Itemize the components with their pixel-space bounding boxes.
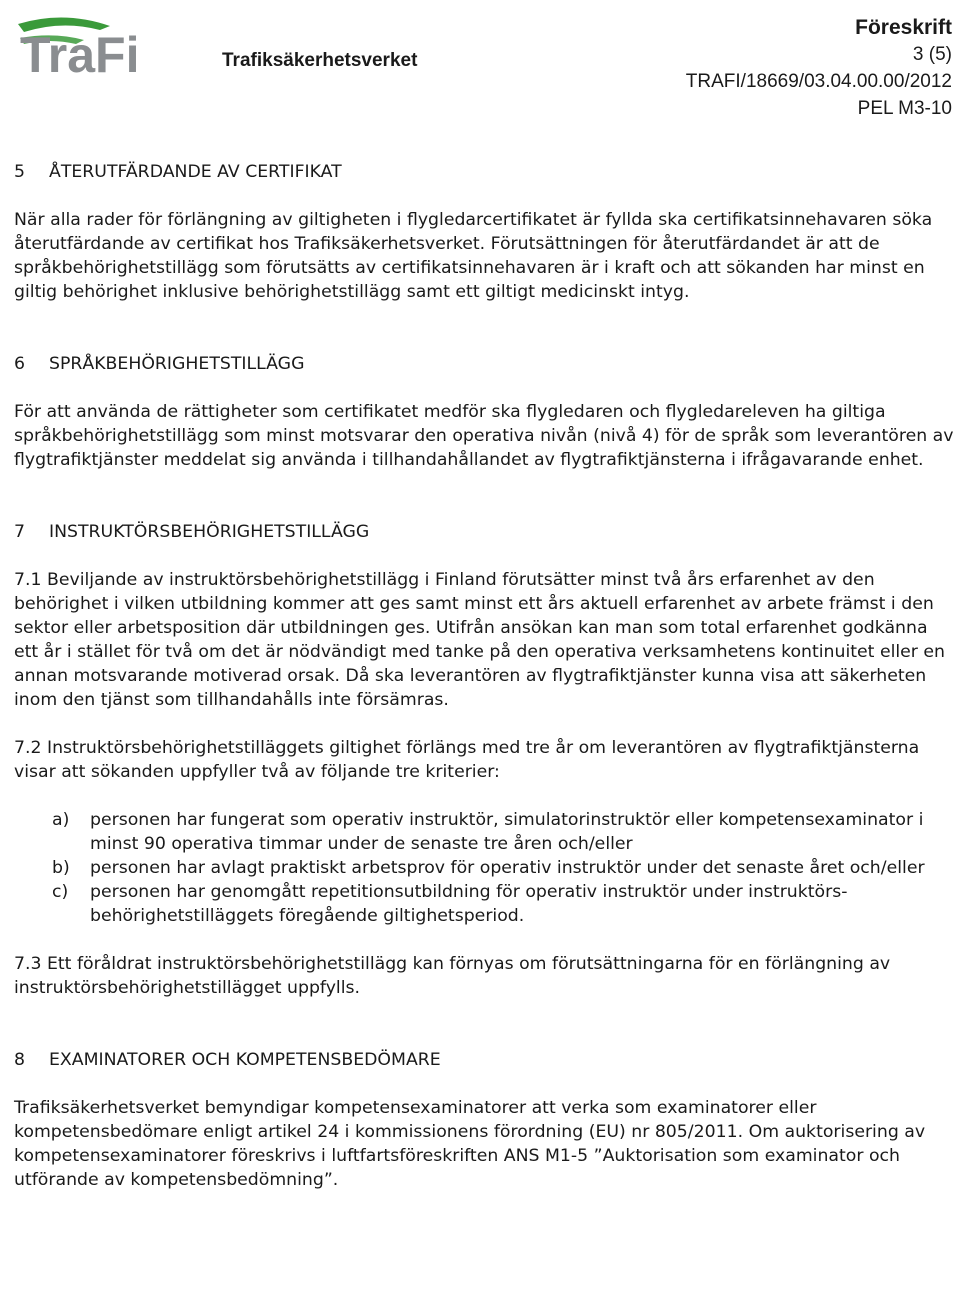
logo-wordmark: TraFi [20,27,140,83]
criteria-list [14,808,954,928]
logo-organization: Trafiksäkerhetsverket [222,50,418,71]
section-5-heading: 5 ÅTERUTFÄRDANDE AV CERTIFIKAT [14,162,342,182]
section-7-3-text: 7.3 Ett föråldrat instruktörsbehörighetstillägg kan förnyas om förutsättningarna för en förlängning av instruktörsbehörighetstillägget uppfylls. [14,954,891,998]
section-6-text: För att använda de rättigheter som certifikatet medför ska flygledaren och flygledareleven ha giltiga språkbehörighetstillägg som minst motsvarar den operativa nivån (nivå 4) för de språk som leverantören av flygtrafiktjänster meddelat sig använda i tillhandahållandet av flygtrafiktjänsterna i ifrågavarande enhet. [14,402,954,470]
section-5-text: När alla rader för förlängning av giltigheten i flygledarcertifikatet är fyllda ska certifikatsinnehavaren söka återutfärdande av certifikat hos Trafiksäkerhetsverket. Förutsättningen för återutfärdandet är att de språkbehörighetstillägg som förutsätts av certifikatsinnehavaren är i kraft och att sökanden har minst en giltig behörighet inklusive behörighetstillägg samt ett giltigt medicinskt intyg. [14,210,933,302]
section-7-1-text: 7.1 Beviljande av instruktörsbehörighetstillägg i Finland förutsätter minst två års erfarenhet av den behörighet i vilken utbildning kommer att ges samt minst ett års aktuell erfarenhet av arbete främst i den sektor eller arbetsposition där utbildningen ges. Utifrån ansökan kan man som total erfarenhet godkänna ett år i stället för två om det är nödvändigt med tanke på den operativa verksamhetens kontinuitet eller en annan motsvarande motiverad orsak. Då ska leverantören av flygtrafiktjänster kunna visa att säkerheten inom den tjänst som tillhandahålls inte försämras. [14,570,945,710]
page-number: 3 (5) [912,44,952,65]
list-item: b) personen har avlagt praktiskt arbetsprov för operativ instruktör under det senaste året och/eller [52,858,925,878]
reference-number: TRAFI/18669/03.04.00.00/2012 [685,71,952,92]
list-item: a) personen har fungerat som operativ instruktör, simulatorinstruktör eller kompetensexaminator i minst 90 operativa timmar under de senaste tre åren och/eller [52,810,924,854]
section-8-heading: 8 EXAMINATORER OCH KOMPETENSBEDÖMARE [14,1050,441,1070]
document-body [14,160,954,1192]
document-header [686,14,952,122]
section-6-heading: 6 SPRÅKBEHÖRIGHETSTILLÄGG [14,354,305,374]
document-type: Föreskrift [855,16,952,39]
section-7-heading: 7 INSTRUKTÖRSBEHÖRIGHETSTILLÄGG [14,522,370,542]
section-8-text: Trafiksäkerhetsverket bemyndigar kompetensexaminatorer att verka som examinatorer eller kompetensbedömare enligt artikel 24 i kommissionens förordning (EU) nr 805/2011. Om auktorisering av kompetensexaminatorer föreskrivs i luftfartsföreskriften ANS M1-5 ”Auktorisation som examinator och utförande av kompetensbedömning”. [14,1098,926,1190]
section-7-2-text: 7.2 Instruktörsbehörighetstilläggets giltighet förlängs med tre år om leverantören av flygtrafiktjänsterna visar att sökanden uppfyller två av följande tre kriterier: [14,738,920,782]
list-item: c) personen har genomgått repetitionsutbildning för operativ instruktör under instruktörsbehörighetstilläggets föregående giltighetsperiod. [52,882,848,926]
trafi-logo [14,14,418,83]
regulation-code: PEL M3-10 [857,98,952,119]
